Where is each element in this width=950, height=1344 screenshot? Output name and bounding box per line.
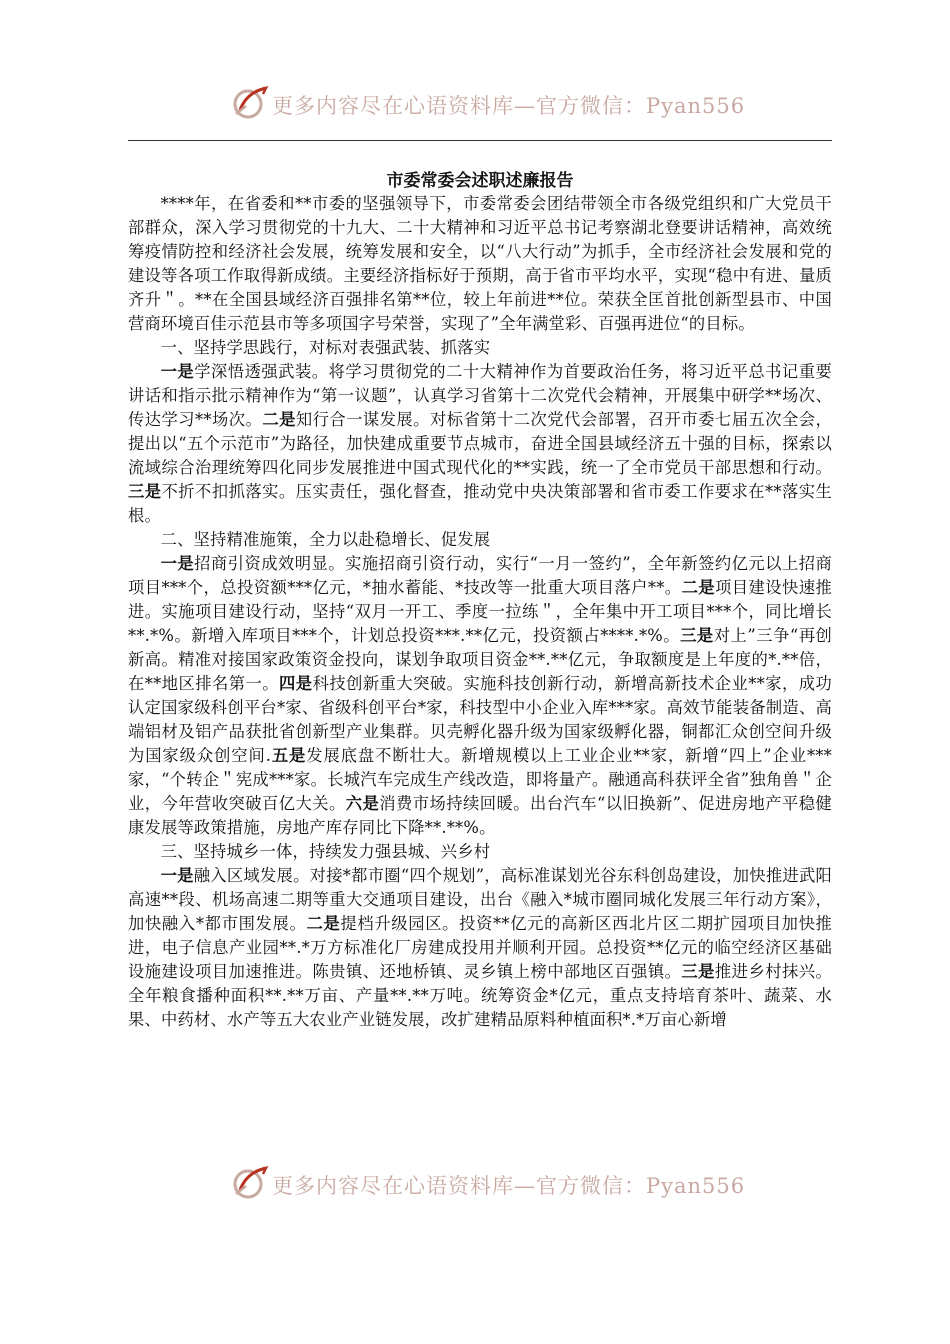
intro-paragraph: ****年，在省委和**市委的坚强领导下，市委常委会团结带领全市各级党组织和广大党员干部群众，深入学习贯彻党的十九大、二十大精神和习近平总书记考察湖北登要讲话精神，高效统筹疫情防控和经济社会发展，统筹发展和安全，以“八大行动”为抓手，全市经济社会发展和党的建设等各项工作取得新成绩。主要经济指标好于预期，高于省市平均水平，实现“稳中有进、量质齐升＂。**在全国县域经济百强排名第**位，较上年前进**位。荣获全匡首批创新型县市、中国营商环境百佳示范县市等多项国字号荣誉，实现了”全年满堂彩、百强再进位“的目标。: [128, 194, 832, 333]
point-marker: 四是: [279, 674, 313, 693]
section-paragraph: [128, 864, 832, 1032]
point-text: 推进乡村抹兴。全年粮食播种面积**.**万亩、产量**.**万吨。统筹资金*亿元，重点支持培育茶叶、蔬菜、水果、中药材、水产等五大农业产业链发展，改扩建精品原料种植面积*.*万亩心新增: [128, 962, 832, 1029]
watermark-footer: [0, 1162, 950, 1206]
document-body: [128, 170, 832, 1032]
point-marker: 五是: [271, 746, 307, 765]
point-text: 知行合一谋发展。对标省第十二次党代会部署，召开市委七届五次全会，提出以“五个示范市”为路径，加快建成重要节点城市，奋进全国县域经济五十强的目标，探索以流域综合治理统筹四化同步发展推进中国式现代化的**实践，统一了全市党员干部思想和行动。: [128, 410, 832, 477]
section-heading: 三、坚持城乡一体，持续发力强县城、兴乡村: [160, 842, 491, 861]
watermark-main: 更多内容尽在心语资料库: [272, 1174, 514, 1198]
section-paragraph: [128, 360, 832, 528]
section-heading: 一、坚持学思践行，对标对表强武装、抓落实: [160, 338, 491, 357]
point-marker: 三是: [681, 962, 715, 981]
point-text: 发展底盘不断壮大。新增规模以上工业企业**家，新增“四上”企业***家，“个转企＂宪成***家。长城汽车完成生产线改造，即将量产。融通高科获评全省”独角兽＂企业，今年营收突破百亿大关。: [128, 746, 832, 813]
point-text: 融入区域发展。对接*都市圈“四个规划”，高标准谋划光谷东科创岛建设，加快推进武阳高速**段、机场高速二期等重大交通项目建设，出台《融入*城市圈同城化发展三年行动方案》，加快融入*都市围发展。: [128, 866, 832, 933]
point-marker: 三是: [680, 626, 714, 645]
point-marker: 一是: [160, 362, 195, 381]
watermark-logo-icon: [230, 1164, 270, 1204]
point-text: 项目建设快速推进。实施项目建设行动，坚持“双月一开工、季度一拉练＂，全年集中开工项目***个，同比增长**.*%。新增入库项目***个，计划总投资***.**亿元，投资额占****.*%。: [128, 578, 833, 645]
watermark-text: [272, 1170, 745, 1200]
watermark-separator: —: [514, 94, 536, 118]
point-marker: 二是: [306, 914, 341, 933]
point-marker: 二是: [681, 578, 716, 597]
watermark-text: [272, 90, 745, 120]
point-text: 提档升级园区。投资**亿元的高新区西北片区二期扩园项目加快推进，电子信息产业园**.*万方标准化厂房建成投用并顺利开园。总投资**亿元的临空经济区基础设施建设项目加速推进。陈贵镇、还地桥镇、灵乡镇上榜中部地区百强镇。: [128, 914, 833, 981]
point-text: 招商引资成效明显。实施招商引资行动，实行“一月一签约”，全年新签约亿元以上招商项目***个，总投资额***亿元，*抽水蓄能、*技改等一批重大项目落户**。: [128, 554, 832, 597]
watermark-logo-icon: [230, 84, 270, 124]
document-title: 市委常委会述职述廉报告: [386, 171, 574, 191]
header-rule: [128, 140, 832, 141]
point-marker: 六是: [345, 794, 380, 813]
point-text: 不折不扣抓落实。压实责任，强化督查，推动党中央决策部署和省市委工作要求在**落实生根。: [128, 482, 832, 525]
watermark-wechat: 官方微信：Pyan556: [536, 94, 746, 118]
point-text: 消费市场持续回暖。出台汽车“以旧换新”、促进房地产平稳健康发展等政策措施，房地产库存同比下降**.**%。: [128, 794, 832, 837]
watermark-separator: —: [514, 1174, 536, 1198]
point-marker: 三是: [128, 482, 162, 501]
point-marker: 一是: [160, 866, 194, 885]
watermark-wechat: 官方微信：Pyan556: [536, 1174, 746, 1198]
section-heading: 二、坚持精准施策，全力以赴稳增长、促发展: [160, 530, 491, 549]
point-text: 科技创新重大突破。实施科技创新行动，新增高新技术企业**家，成功认定国家级科创平台*家、省级科创平台*家，科技型中小企业入库***家。高效节能装备制造、高端铝材及铝产品获批省创新型产业集群。贝壳孵化器升级为国家级孵化器，铜都汇众创空间升级为国家级众创空间.: [128, 674, 832, 765]
point-marker: 一是: [160, 554, 195, 573]
point-text: 学深悟透强武装。将学习贯彻党的二十大精神作为首要政治任务，将习近平总书记重要讲话和指示批示精神作为“第一议题”，认真学习省第十二次党代会精神，开展集中研学**场次、传达学习**场次。: [128, 362, 832, 429]
section-paragraph: [128, 552, 832, 840]
point-text: 对上”三争“再创新高。精准对接国家政策资金投向，谋划争取项目资金**.**亿元，争取额度是上年度的*.**倍，在**地区排名第一。: [128, 626, 832, 693]
watermark-main: 更多内容尽在心语资料库: [272, 94, 514, 118]
sections: [128, 336, 832, 1032]
watermark-header: [0, 82, 950, 126]
point-marker: 二是: [262, 410, 296, 429]
